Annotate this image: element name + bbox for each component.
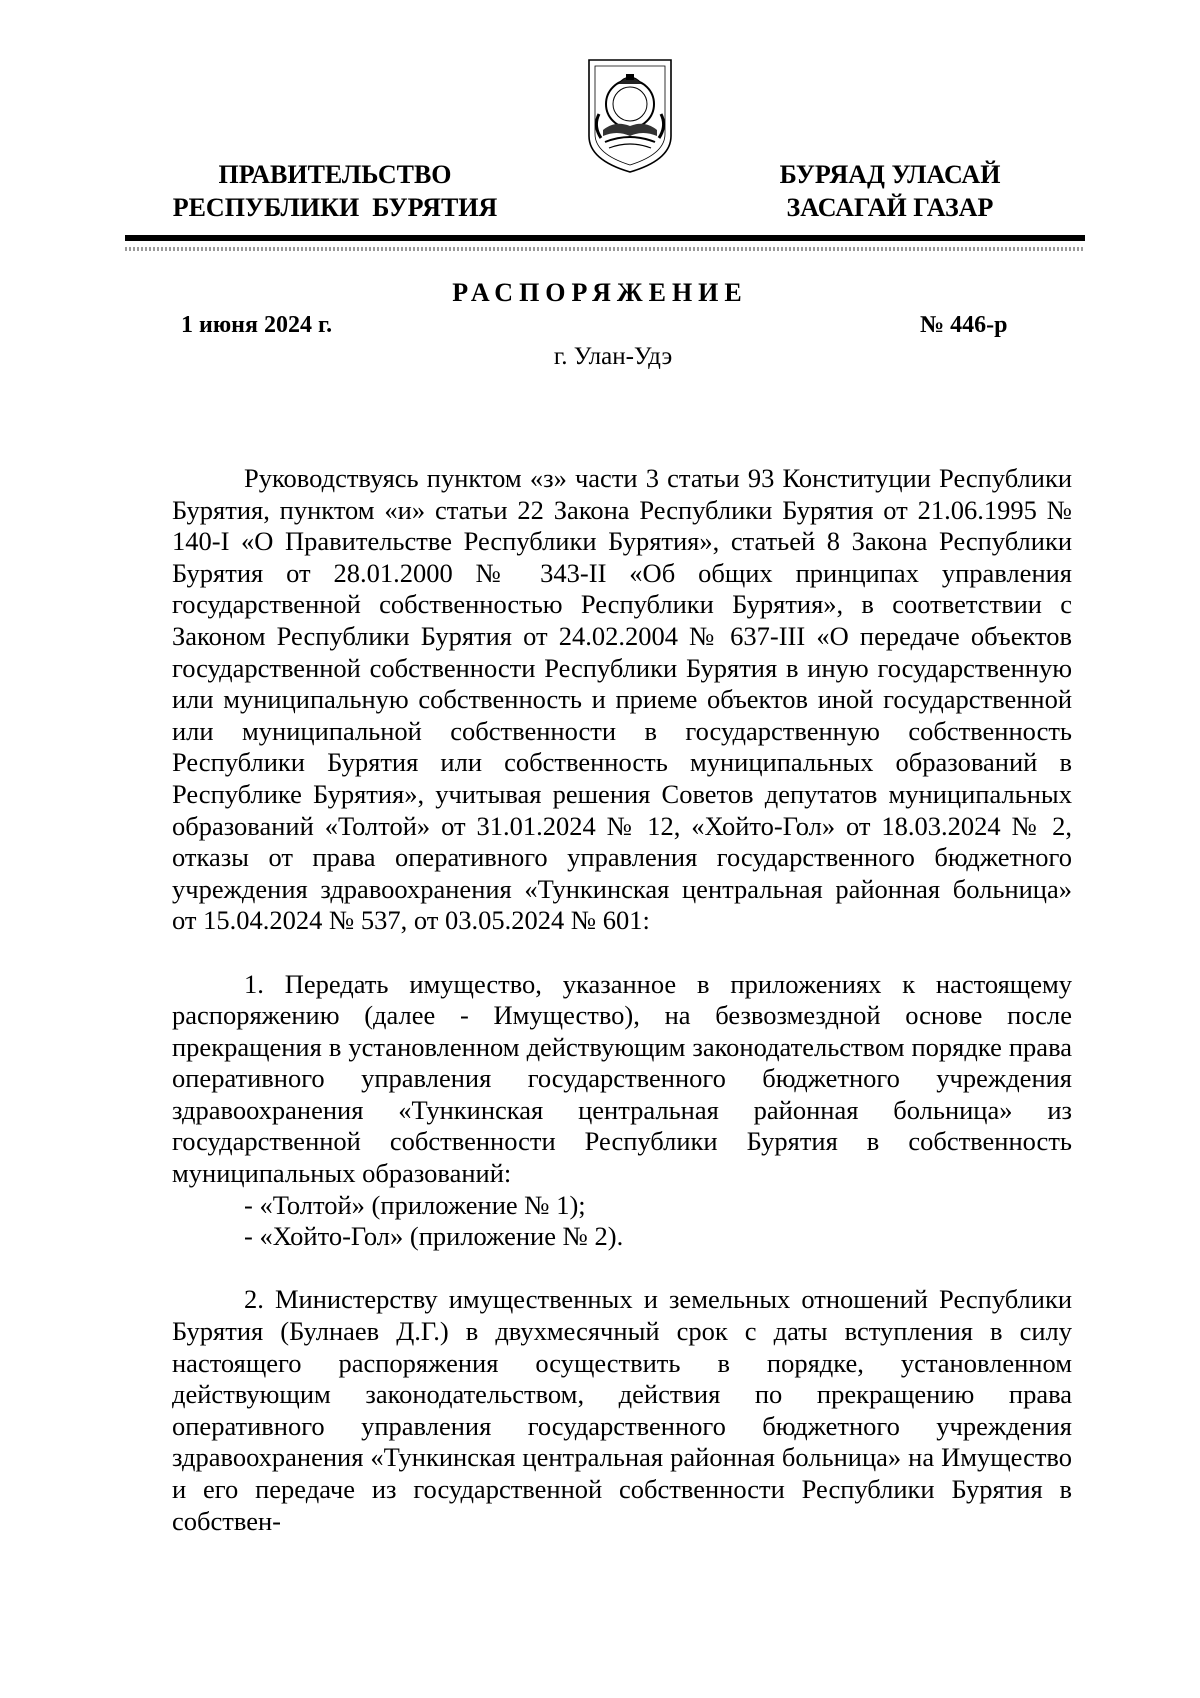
header-right-line1: БУРЯАД УЛАСАЙ [779, 160, 1001, 189]
government-name-buryat [735, 158, 1045, 224]
coat-of-arms-icon [585, 56, 675, 176]
document-date: 1 июня 2024 г. [181, 312, 333, 338]
header-rule-thick [125, 235, 1085, 241]
item-1-paragraph: 1. Передать имущество, указанное в приложениях к настоящему распоряжению (далее - Имущество), на безвозмездной основе после прекращения в установленном действующим законодательством порядке права оперативного управления государственного бюджетного учреждения здравоохранения «Тункинская центральная районная больница» из государственной собственности Республики Бурятия в собственность муниципальных образований: [172, 968, 1072, 1189]
item-1-list-b: - «Хойто-Гол» (приложение № 2). [244, 1221, 624, 1252]
header-right-line2: ЗАСАГАЙ ГАЗАР [786, 193, 994, 222]
item-1-list-a: - «Толтой» (приложение № 1); [244, 1189, 586, 1220]
header-left-line2: РЕСПУБЛИКИ БУРЯТИЯ [172, 193, 498, 222]
document-title: РАСПОРЯЖЕНИЕ [452, 278, 748, 307]
header-rule-thin [125, 247, 1085, 251]
document-city: г. Улан-Удэ [553, 343, 673, 370]
item-2-paragraph: 2. Министерству имущественных и земельных отношений Республики Бурятия (Булнаев Д.Г.) в двухмесячный срок с даты вступления в силу настоящего распоряжения осуществить в порядке, установленном действующим законодательством, действия по прекращению права оперативного управления государственного бюджетного учреждения здравоохранения «Тункинская центральная районная больница» на Имущество и его передаче из государственной собственности Республики Бурятия в собствен- [172, 1284, 1072, 1536]
preamble-paragraph: Руководствуясь пунктом «з» части 3 статьи 93 Конституции Республики Бурятия, пунктом «и» статьи 22 Закона Республики Бурятия от 21.06.1995 № 140-I «О Правительстве Республики Бурятия», статьей 8 Закона Республики Бурятия от 28.01.2000 № 343-II «Об общих принципах управления государственной собственностью Республики Бурятия», в соответствии с Законом Республики Бурятия от 24.02.2004 № 637-III «О передаче объектов государственной собственности Республики Бурятия в иную государственную или муниципальную собственность и приеме объектов иной государственной или муниципальной собственности в государственную собственность Республики Бурятия или собственность муниципальных образований в Республике Бурятия», учитывая решения Советов депутатов муниципальных образований «Толтой» от 31.01.2024 № 12, «Хойто-Гол» от 18.03.2024 № 2, отказы от права оперативного управления государственного бюджетного учреждения здравоохранения «Тункинская центральная районная больница» от 15.04.2024 № 537, от 03.05.2024 № 601: [172, 463, 1072, 936]
document-body [172, 463, 1072, 1537]
header-left-line1: ПРАВИТЕЛЬСТВО [218, 160, 452, 189]
document-number: № 446-р [920, 312, 1008, 338]
government-name-russian [130, 158, 540, 224]
